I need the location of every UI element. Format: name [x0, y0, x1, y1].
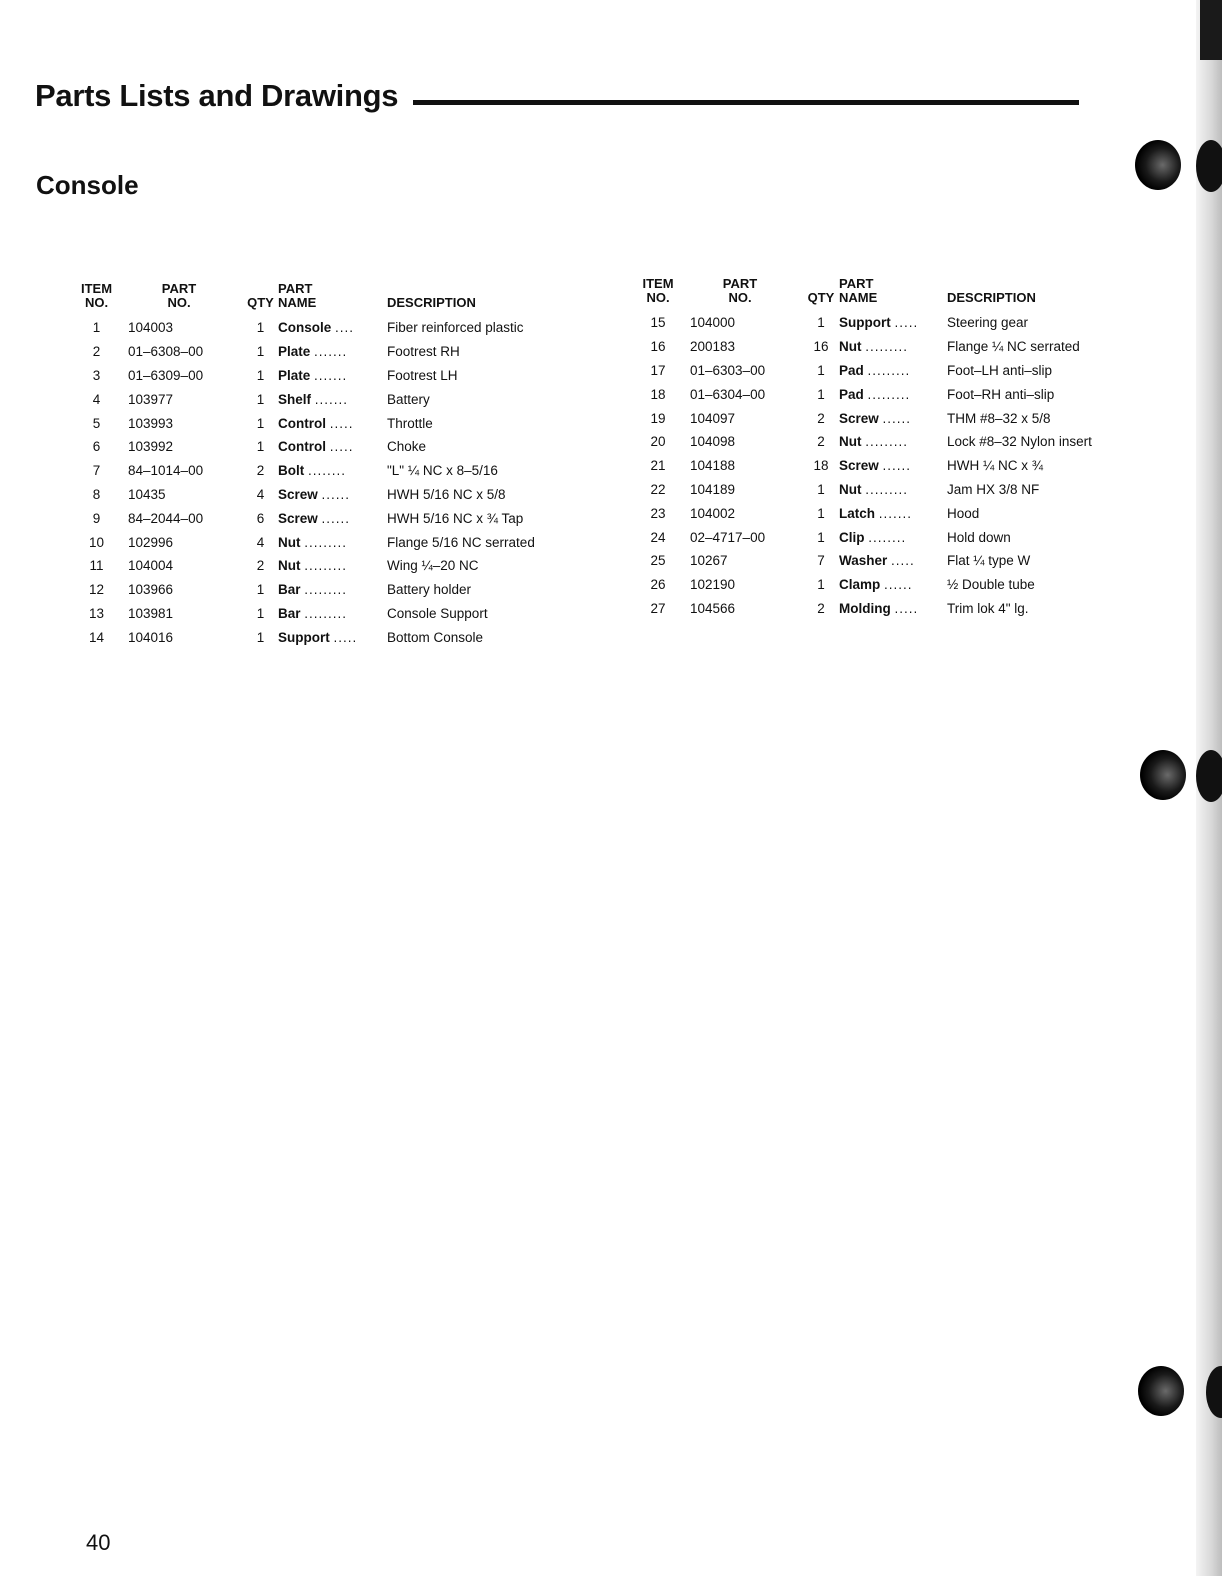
cell-qty: 1 [817, 315, 825, 331]
cell-item-no: 25 [650, 553, 666, 569]
cell-description: Trim lok 4" lg. [947, 600, 1029, 616]
cell-item-no: 10 [88, 534, 105, 550]
leader-dots: ...... [321, 486, 351, 502]
part-name-text: Support [839, 315, 891, 331]
cell-description: Bottom Console [387, 629, 484, 645]
leader-dots: ....... [314, 391, 349, 407]
cell-qty: 1 [256, 629, 265, 645]
cell-part-no: 103977 [128, 391, 174, 407]
table-row [78, 578, 577, 602]
part-name-text: Screw [278, 486, 318, 502]
cell-description: Wing ¼–20 NC [387, 558, 479, 574]
page-corner-shadow [1200, 0, 1222, 60]
cell-part-name [278, 578, 387, 602]
title-underline [413, 100, 1079, 105]
leader-dots: ....... [878, 505, 913, 521]
table-row [639, 382, 1119, 406]
cell-part-name [278, 411, 387, 435]
cell-description: ½ Double tube [947, 577, 1035, 593]
cell-part-no: 200183 [690, 339, 736, 355]
leader-dots: ......... [865, 434, 909, 450]
leader-dots: ......... [304, 534, 348, 550]
leader-dots: ..... [329, 415, 354, 431]
cell-description: Choke [387, 439, 427, 455]
cell-part-name [839, 382, 947, 406]
leader-dots: ..... [329, 439, 354, 455]
cell-part-name [278, 625, 387, 649]
column-header-part-name: PART NAME [278, 281, 317, 310]
cell-qty: 1 [256, 344, 265, 360]
table-row [639, 430, 1119, 454]
cell-item-no: 1 [92, 320, 101, 336]
cell-qty: 1 [817, 505, 825, 521]
part-name-text: Plate [278, 367, 311, 383]
cell-qty: 2 [256, 558, 265, 574]
table-row [639, 501, 1119, 525]
cell-qty: 2 [817, 410, 825, 426]
cell-description: Hold down [947, 529, 1011, 545]
part-name-text: Console [278, 320, 332, 336]
cell-part-name [839, 311, 947, 335]
page-title: Parts Lists and Drawings [35, 78, 399, 113]
cell-description: Flange 5/16 NC serrated [387, 534, 535, 550]
leader-dots: ...... [884, 577, 913, 593]
part-name-text: Bolt [278, 463, 305, 479]
cell-qty: 1 [817, 386, 825, 402]
part-name-text: Latch [839, 505, 876, 521]
cell-part-name [278, 316, 387, 340]
cell-item-no: 16 [650, 339, 666, 355]
column-header-part-no: PART NO. [161, 281, 197, 310]
cell-part-no: 10267 [690, 553, 728, 569]
cell-item-no: 9 [92, 510, 101, 526]
binder-hole-bottom [1138, 1366, 1184, 1416]
cell-part-name [839, 478, 947, 502]
table-row [639, 573, 1119, 597]
table-row [78, 316, 577, 340]
cell-part-no: 01–6304–00 [690, 386, 766, 402]
cell-part-no: 104097 [690, 410, 736, 426]
cell-description: Footrest RH [387, 344, 460, 360]
column-header-description: DESCRIPTION [947, 290, 1036, 305]
cell-description: Jam HX 3/8 NF [947, 481, 1040, 497]
cell-part-name [839, 525, 947, 549]
cell-part-no: 102190 [690, 577, 736, 593]
table-row [78, 530, 577, 554]
cell-item-no: 14 [88, 629, 105, 645]
table-row [639, 549, 1119, 573]
leader-dots: ..... [891, 553, 915, 569]
cell-qty: 16 [813, 339, 829, 355]
cell-description: Throttle [387, 415, 433, 431]
cell-description: Fiber reinforced plastic [387, 320, 524, 336]
leader-dots: ........ [308, 463, 347, 479]
cell-part-no: 104016 [128, 629, 174, 645]
cell-description: Footrest LH [387, 367, 458, 383]
cell-part-no: 104098 [690, 434, 736, 450]
cell-qty: 1 [256, 391, 265, 407]
cell-qty: 1 [817, 481, 825, 497]
cell-part-name [278, 554, 387, 578]
cell-qty: 2 [256, 463, 265, 479]
cell-description: Foot–RH anti–slip [947, 386, 1055, 402]
cell-description: Console Support [387, 605, 488, 621]
cell-item-no: 26 [650, 577, 666, 593]
cell-qty: 1 [817, 529, 825, 545]
cell-part-no: 10435 [128, 486, 166, 502]
cell-description: Flange ¼ NC serrated [947, 339, 1080, 355]
cell-description: HWH ¼ NC x ¾ [947, 458, 1044, 474]
cell-description: Lock #8–32 Nylon insert [947, 434, 1092, 450]
part-name-text: Control [278, 415, 326, 431]
parts-table-left [78, 282, 577, 649]
table-row [78, 602, 577, 626]
binder-hole-top [1135, 140, 1181, 190]
parts-table-right [639, 277, 1119, 620]
cell-part-name [278, 483, 387, 507]
table-header-row [78, 282, 577, 316]
cell-part-no: 103981 [128, 605, 174, 621]
table-row [639, 478, 1119, 502]
leader-dots: ........ [868, 529, 907, 545]
part-name-text: Nut [278, 558, 301, 574]
part-name-text: Support [278, 629, 330, 645]
cell-qty: 6 [256, 510, 265, 526]
part-name-text: Washer [839, 553, 888, 569]
cell-part-no: 01–6303–00 [690, 362, 766, 378]
cell-part-name [278, 459, 387, 483]
cell-part-name [278, 506, 387, 530]
cell-part-no: 104003 [128, 320, 174, 336]
leader-dots: ..... [894, 315, 919, 331]
part-name-text: Bar [278, 582, 301, 598]
cell-item-no: 13 [88, 605, 105, 621]
part-name-text: Bar [278, 605, 301, 621]
table-row [639, 359, 1119, 383]
cell-item-no: 17 [650, 362, 666, 378]
table-row [78, 483, 577, 507]
cell-qty: 4 [256, 486, 265, 502]
cell-part-no: 104002 [690, 505, 736, 521]
part-name-text: Pad [839, 386, 864, 402]
table-header-row [639, 277, 1119, 311]
cell-part-name [278, 340, 387, 364]
table-row [639, 597, 1119, 621]
cell-qty: 1 [256, 320, 265, 336]
table-row [78, 411, 577, 435]
leader-dots: ......... [865, 339, 909, 355]
cell-part-no: 104189 [690, 481, 736, 497]
cell-part-name [839, 454, 947, 478]
leader-dots: ......... [867, 386, 911, 402]
cell-item-no: 3 [92, 367, 101, 383]
part-name-text: Nut [839, 481, 862, 497]
cell-item-no: 19 [650, 410, 666, 426]
binder-hole-middle [1140, 750, 1186, 800]
cell-item-no: 2 [92, 344, 101, 360]
cell-description: HWH 5/16 NC x 5/8 [387, 486, 506, 502]
column-header-qty: QTY [247, 295, 274, 310]
cell-part-no: 01–6308–00 [128, 344, 204, 360]
cell-description: Flat ¼ type W [947, 553, 1031, 569]
cell-part-name [839, 406, 947, 430]
leader-dots: .... [335, 320, 355, 336]
cell-item-no: 23 [650, 505, 666, 521]
cell-item-no: 5 [92, 415, 101, 431]
part-name-text: Nut [278, 534, 301, 550]
part-name-text: Nut [839, 339, 862, 355]
cell-part-name [278, 387, 387, 411]
cell-part-name [839, 501, 947, 525]
cell-part-name [839, 549, 947, 573]
table-row [78, 625, 577, 649]
part-name-text: Screw [278, 510, 318, 526]
leader-dots: ..... [333, 629, 358, 645]
page-number: 40 [86, 1530, 111, 1555]
part-name-text: Screw [839, 410, 879, 426]
cell-qty: 2 [817, 600, 825, 616]
cell-qty: 1 [817, 362, 825, 378]
leader-dots: ...... [321, 510, 351, 526]
cell-qty: 4 [256, 534, 265, 550]
column-header-description: DESCRIPTION [387, 295, 476, 310]
cell-part-no: 02–4717–00 [690, 529, 766, 545]
part-name-text: Control [278, 439, 326, 455]
cell-item-no: 18 [650, 386, 666, 402]
cell-part-no: 103992 [128, 439, 174, 455]
column-header-part-name: PART NAME [839, 276, 878, 305]
leader-dots: ......... [867, 362, 911, 378]
cell-part-name [839, 335, 947, 359]
column-header-item-no: ITEM NO. [642, 276, 674, 305]
leader-dots: ......... [304, 605, 348, 621]
cell-item-no: 12 [88, 582, 105, 598]
cell-description: Hood [947, 505, 980, 521]
table-row [639, 311, 1119, 335]
cell-part-name [839, 430, 947, 454]
cell-item-no: 7 [92, 463, 101, 479]
part-name-text: Plate [278, 344, 311, 360]
cell-part-name [278, 530, 387, 554]
cell-part-no: 01–6309–00 [128, 367, 204, 383]
cell-part-no: 104188 [690, 458, 736, 474]
cell-part-name [278, 435, 387, 459]
cell-qty: 1 [256, 605, 265, 621]
leader-dots: ......... [865, 481, 909, 497]
cell-description: "L" ¼ NC x 8–5/16 [387, 463, 498, 479]
cell-part-no: 103966 [128, 582, 174, 598]
leader-dots: ......... [304, 558, 348, 574]
table-row [639, 525, 1119, 549]
binder-hole-edge-middle [1196, 750, 1222, 802]
part-name-text: Shelf [278, 391, 312, 407]
cell-item-no: 24 [650, 529, 666, 545]
cell-item-no: 22 [650, 481, 666, 497]
cell-item-no: 27 [650, 600, 666, 616]
leader-dots: ......... [304, 582, 348, 598]
cell-part-no: 84–1014–00 [128, 463, 204, 479]
column-header-item-no: ITEM NO. [80, 281, 113, 310]
part-name-text: Molding [839, 600, 891, 616]
table-row [78, 435, 577, 459]
cell-part-no: 104566 [690, 600, 736, 616]
part-name-text: Nut [839, 434, 862, 450]
cell-part-no: 102996 [128, 534, 174, 550]
cell-part-no: 104000 [690, 315, 736, 331]
cell-item-no: 20 [650, 434, 666, 450]
cell-qty: 2 [817, 434, 825, 450]
cell-description: Battery holder [387, 582, 472, 598]
cell-description: Battery [387, 391, 430, 407]
cell-item-no: 8 [92, 486, 101, 502]
cell-description: HWH 5/16 NC x ¾ Tap [387, 510, 524, 526]
cell-qty: 1 [817, 577, 825, 593]
part-name-text: Pad [839, 362, 864, 378]
cell-item-no: 4 [92, 391, 101, 407]
binder-hole-edge-top [1196, 140, 1222, 192]
leader-dots: ...... [882, 458, 912, 474]
cell-part-no: 84–2044–00 [128, 510, 204, 526]
cell-description: Foot–LH anti–slip [947, 362, 1053, 378]
cell-item-no: 21 [650, 458, 666, 474]
cell-part-name [839, 573, 947, 597]
cell-item-no: 11 [89, 558, 104, 574]
table-row [78, 364, 577, 388]
cell-item-no: 6 [92, 439, 101, 455]
table-row [78, 340, 577, 364]
cell-part-no: 103993 [128, 415, 174, 431]
leader-dots: ....... [314, 344, 348, 360]
leader-dots: ..... [894, 600, 919, 616]
section-title: Console [36, 170, 139, 200]
table-row [78, 387, 577, 411]
table-row [78, 506, 577, 530]
table-row [78, 554, 577, 578]
cell-qty: 1 [256, 582, 265, 598]
cell-description: THM #8–32 x 5/8 [947, 410, 1051, 426]
cell-part-name [839, 597, 947, 621]
cell-item-no: 15 [650, 315, 666, 331]
cell-qty: 7 [817, 553, 825, 569]
cell-qty: 1 [256, 367, 265, 383]
cell-part-name [278, 602, 387, 626]
part-name-text: Clip [839, 529, 865, 545]
cell-part-name [839, 359, 947, 383]
table-row [639, 406, 1119, 430]
cell-part-no: 104004 [128, 558, 174, 574]
leader-dots: ....... [314, 367, 348, 383]
cell-qty: 18 [813, 458, 829, 474]
table-row [639, 335, 1119, 359]
column-header-part-no: PART NO. [722, 276, 758, 305]
table-row [78, 459, 577, 483]
cell-qty: 1 [256, 415, 265, 431]
part-name-text: Screw [839, 458, 879, 474]
cell-part-name [278, 364, 387, 388]
part-name-text: Clamp [839, 577, 881, 593]
column-header-qty: QTY [807, 290, 835, 305]
cell-description: Steering gear [947, 315, 1029, 331]
cell-qty: 1 [256, 439, 265, 455]
table-row [639, 454, 1119, 478]
leader-dots: ...... [882, 410, 912, 426]
